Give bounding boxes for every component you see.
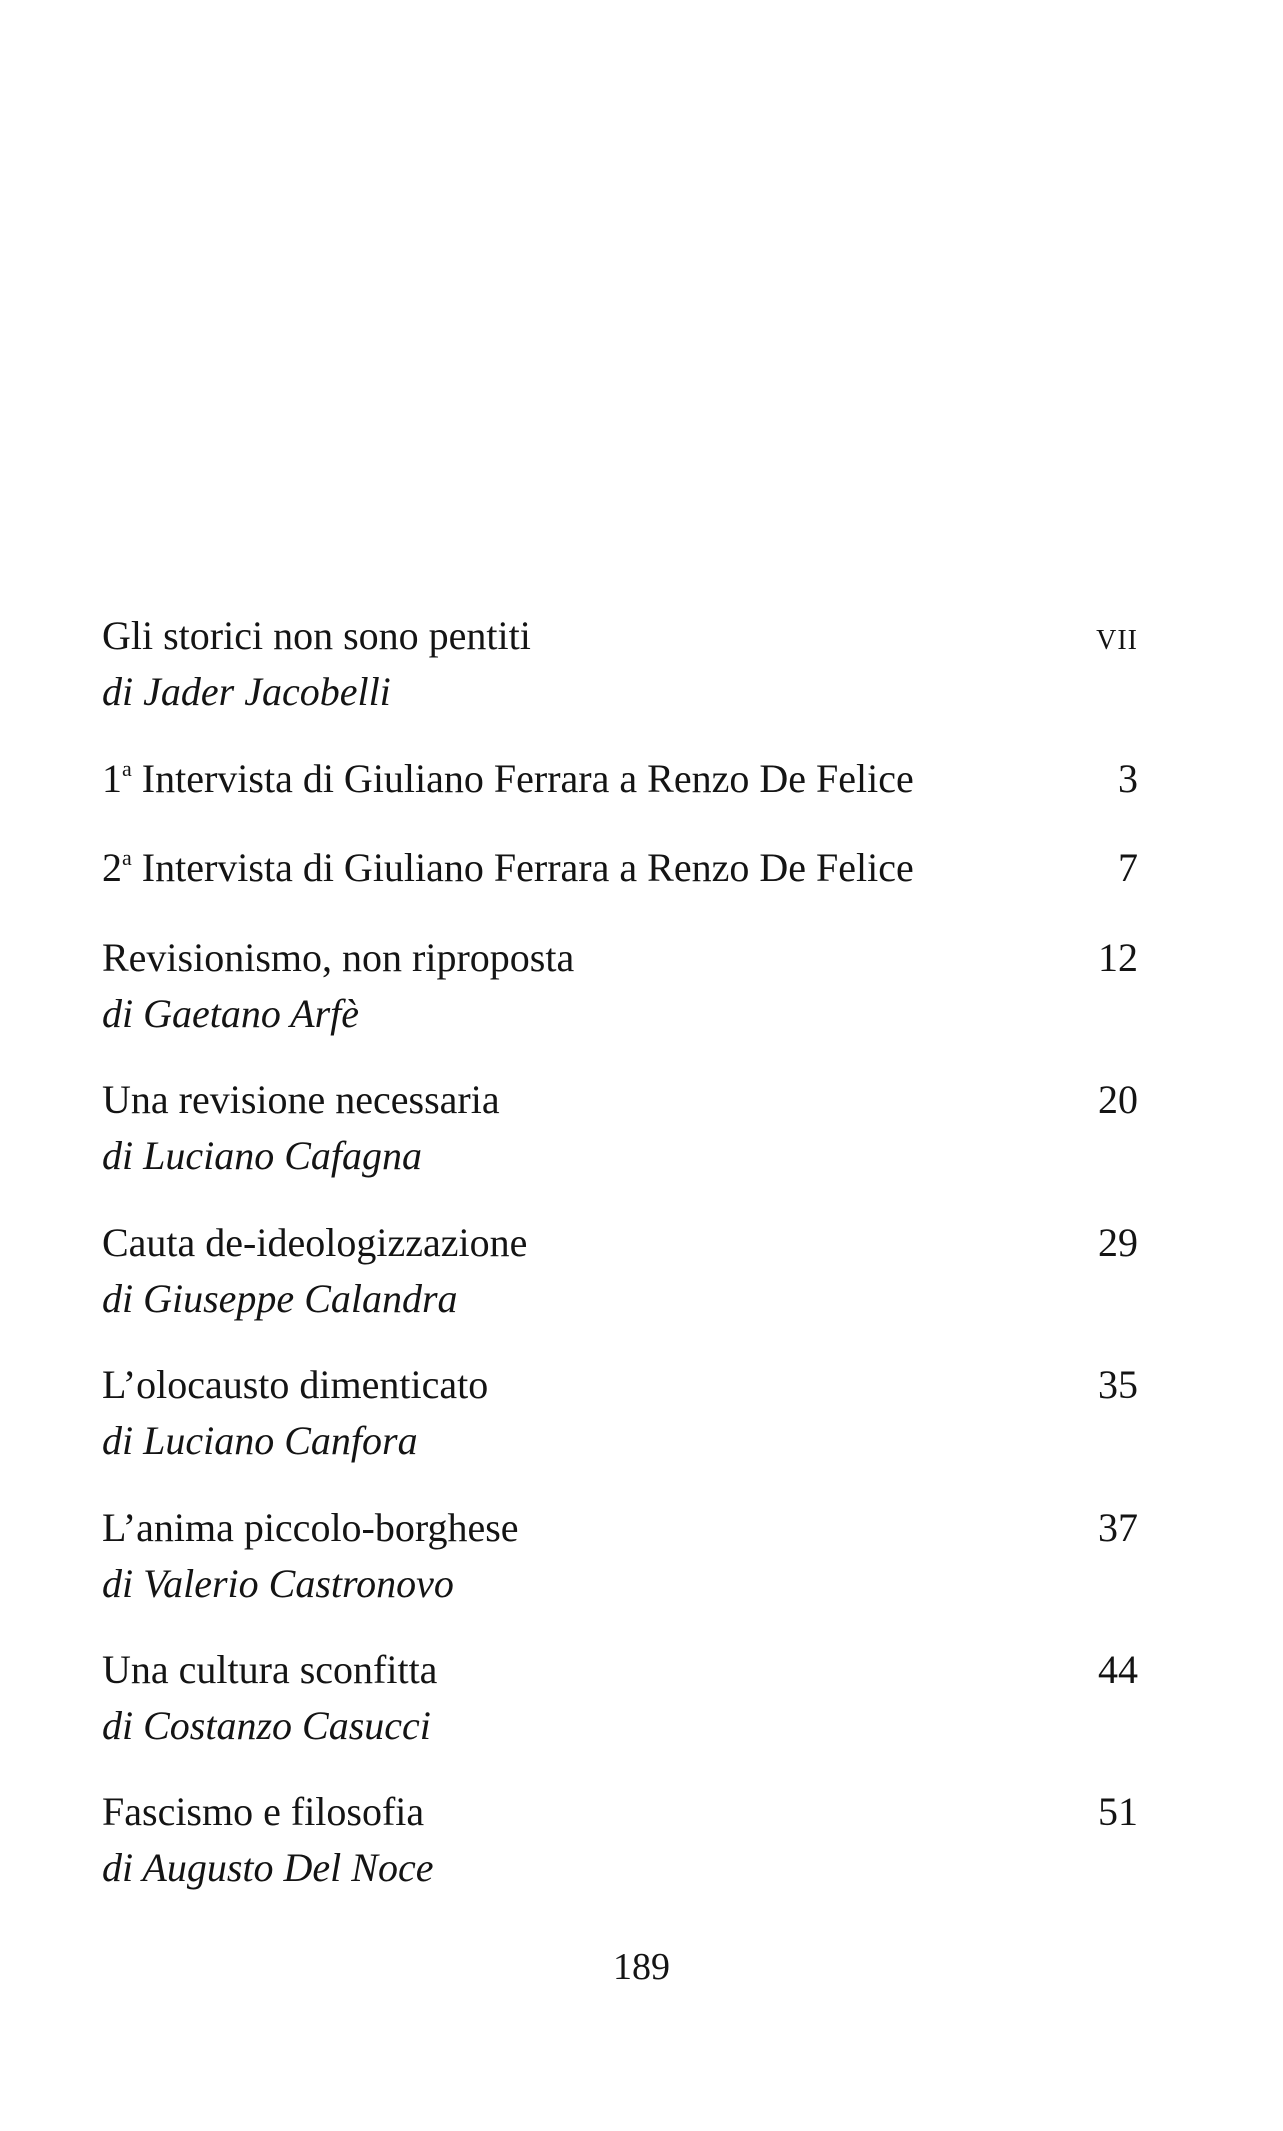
entry-title: Intervista di Giuliano Ferrara a Renzo De Felice bbox=[141, 756, 914, 801]
entry-title: Fascismo e filosofia bbox=[102, 1789, 425, 1834]
entry-page-number: 3 bbox=[1118, 756, 1138, 801]
toc-entry bbox=[102, 930, 1138, 1042]
entry-title: Intervista di Giuliano Ferrara a Renzo De Felice bbox=[141, 845, 914, 890]
entry-title: L’anima piccolo-borghese bbox=[102, 1505, 519, 1550]
page-folio-number: 189 bbox=[613, 1946, 670, 1988]
entry-title: Gli storici non sono pentiti bbox=[102, 613, 531, 658]
entry-page-number: vii bbox=[1096, 613, 1138, 658]
entry-page-number: 44 bbox=[1098, 1647, 1138, 1692]
entry-ordinal-suffix: a bbox=[122, 756, 132, 781]
entry-author: di Gaetano Arfè bbox=[102, 991, 360, 1036]
entry-page-number: 12 bbox=[1098, 935, 1138, 980]
toc-entry bbox=[102, 1357, 1138, 1469]
toc-entry bbox=[102, 1500, 1138, 1612]
entry-page-number: 51 bbox=[1098, 1789, 1138, 1834]
entry-author: di Jader Jacobelli bbox=[102, 669, 391, 714]
entry-title: Revisionismo, non riproposta bbox=[102, 935, 575, 980]
entry-title: Una cultura sconfitta bbox=[102, 1647, 438, 1692]
entry-page-number: 29 bbox=[1098, 1220, 1138, 1265]
entry-page-number: 7 bbox=[1118, 845, 1138, 890]
entry-author: di Giuseppe Calandra bbox=[102, 1276, 458, 1321]
entry-ordinal: 1 bbox=[102, 756, 122, 801]
entry-title-with-ordinal bbox=[102, 840, 914, 896]
entry-title: L’olocausto dimenticato bbox=[102, 1362, 489, 1407]
entry-ordinal: 2 bbox=[102, 845, 122, 890]
toc-entry bbox=[102, 1784, 1138, 1896]
entry-title-with-ordinal bbox=[102, 751, 914, 807]
entry-page-number: 35 bbox=[1098, 1362, 1138, 1407]
toc-entry bbox=[102, 608, 1138, 720]
toc-entry bbox=[102, 1642, 1138, 1754]
entry-page-number: 20 bbox=[1098, 1077, 1138, 1122]
toc-entry bbox=[102, 1215, 1138, 1327]
toc-entry bbox=[102, 840, 1138, 896]
entry-author: di Augusto Del Noce bbox=[102, 1845, 434, 1890]
entry-author: di Luciano Canfora bbox=[102, 1418, 418, 1463]
entry-title: Una revisione necessaria bbox=[102, 1077, 500, 1122]
entry-ordinal-suffix: a bbox=[122, 845, 132, 870]
toc-entry bbox=[102, 1072, 1138, 1184]
toc-entry bbox=[102, 751, 1138, 807]
entry-page-number: 37 bbox=[1098, 1505, 1138, 1550]
entry-author: di Costanzo Casucci bbox=[102, 1703, 431, 1748]
entry-title: Cauta de-ideologizzazione bbox=[102, 1220, 528, 1265]
entry-author: di Valerio Castronovo bbox=[102, 1561, 454, 1606]
entry-author: di Luciano Cafagna bbox=[102, 1133, 423, 1178]
